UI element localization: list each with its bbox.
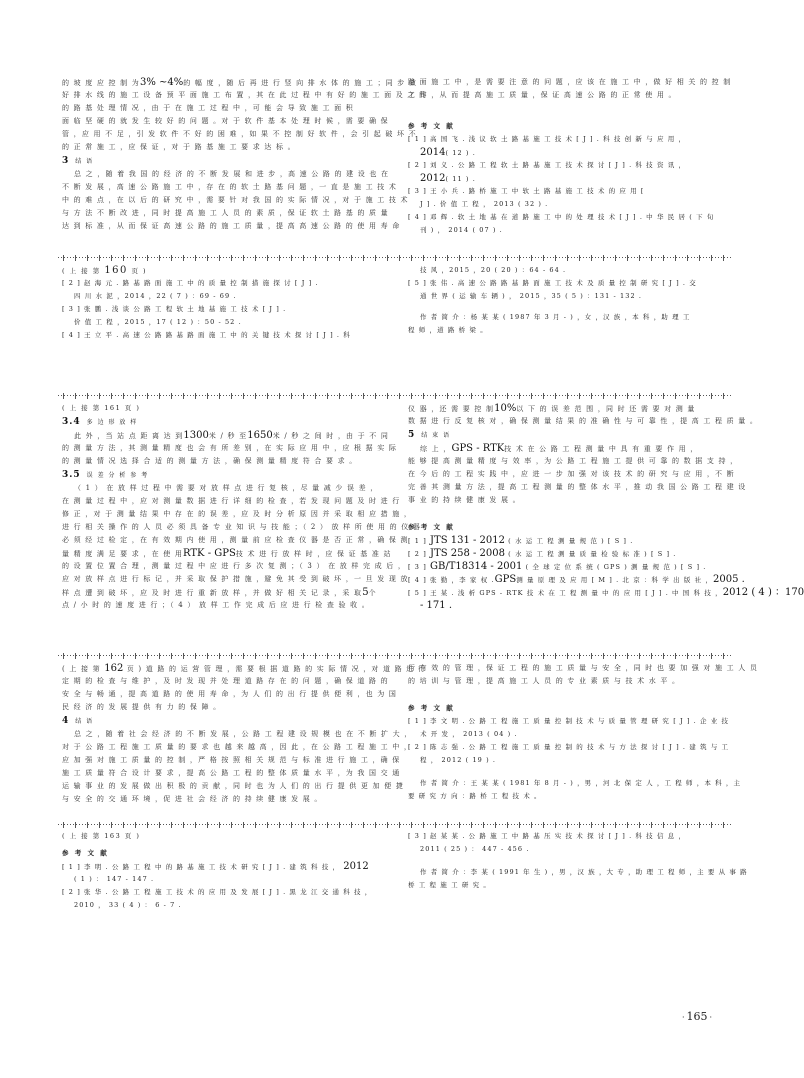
text-line: 在 今 后 的 工 程 实 践 中 ，应 进 一 步 加 强 对 该 技 术 的 研 究 与 应 用 ，不 断 <box>408 470 735 478</box>
article-segment-2 <box>62 264 728 384</box>
text-line: 进 行 相 关 操 作 的 人 员 必 须 具 备 专 业 知 识 与 技 能 ；（ 2 ） 放 样 所 使 用 的 仪 器 <box>62 523 422 531</box>
left-column <box>62 830 382 912</box>
text-line: 应 加 强 对 施 工 质 量 的 控 制 ，严 格 按 照 相 关 规 范 与 标 准 进 行 施 工 ，确 保 <box>62 756 401 764</box>
reference-item-cont: 四 川 水 泥 ，2014 ，22 ( 7 ) ：69 - 69 . <box>74 292 237 300</box>
section-divider <box>58 822 732 828</box>
text-line: 运 输 事 业 的 发 展 做 出 积 极 的 贡 献 ，同 时 也 为 人 们 的 出 行 提 供 更 加 便 捷 <box>62 782 404 790</box>
left-column <box>62 402 422 612</box>
text-line: 总 之 ，随 着 社 会 经 济 的 不 断 发 展 ，公 路 工 程 建 设 规 模 也 在 不 断 扩 大 ， <box>74 730 413 738</box>
reference-item: [ 2 ] 陈 志 强 . 公 路 工 程 施 工 质 量 控 制 的 技 术 与 方 法 探 讨 [ J ] . 建 筑 与 工 <box>408 743 730 751</box>
text-line: 必 须 经 过 检 定 ，在 有 效 期 内 使 用 ，测 量 前 应 检 查 仪 器 是 否 正 常 ，确 保 测 <box>62 536 409 544</box>
author-bio-cont: 桥 工 程 施 工 研 究 。 <box>408 881 491 889</box>
reference-item: [ 3 ] 张 鹏 . 浅 谈 公 路 工 程 软 土 地 基 施 工 技 术 [ J ] . <box>62 305 287 313</box>
right-column <box>408 662 759 803</box>
reference-item: [ 3 ] GB/T18314 - 2001 ( 全 球 定 位 系 统 ( GPS ) 测 量 规 范 ) [ S ] . <box>408 561 707 572</box>
text-line: 此 外 ，当 站 点 距 离 达 到1300米 / 秒 至1650米 / 秒 之 间 时 ，由 于 不 同 <box>74 430 390 441</box>
article-segment-4 <box>62 662 759 822</box>
text-line: 好 排 水 线 的 施 工 设 备 预 平 面 施 工 布 置 ，其 在 此 过 程 中 有 好 的 施 工 面 及 之 间 <box>62 91 428 99</box>
reference-item: [ 3 ] 王 小 兵 . 路 桥 施 工 中 软 土 路 基 施 工 技 术 的 应 用 [ <box>408 187 645 195</box>
references-heading: 参 考 文 献 <box>408 704 455 712</box>
reference-item: [ 1 ] 李 明 . 公 路 工 程 中 的 路 基 施 工 技 术 研 究 [ J ] . 建 筑 科 技 ， 2012 <box>62 861 369 872</box>
reference-item-cont: J ] . 价 值 工 程 ， 2013 ( 32 ) . <box>420 200 549 208</box>
author-bio: 作 者 简 介 ：李 某 ( 1991 年 生 ) ，男 ，汉 族 ，大 专 ，助 理 工 程 师 ，主 要 从 事 路 <box>420 868 748 876</box>
author-bio-cont: 要 研 究 方 向 ：路 桥 工 程 技 术 。 <box>408 792 542 800</box>
text-line: 事 业 的 持 续 健 康 发 展 。 <box>408 496 521 504</box>
text-line: 施 工 质 量 符 合 设 计 要 求 ，提 高 公 路 工 程 的 整 体 质 量 水 平 ，为 我 国 交 通 <box>62 769 401 777</box>
reference-item: [ 2 ] 刘 义 . 公 路 工 程 软 土 路 基 施 工 技 术 探 讨 [ J ] . 科 技 资 讯 ， <box>408 161 687 169</box>
reference-item-cont: 术 开 发 ， 2013 ( 04 ) . <box>420 730 518 738</box>
continued-from-marker: ( 上 接 第 160 页 ) <box>62 265 148 276</box>
text-line: 工 作 ，从 而 提 高 施 工 质 量 ，保 证 高 速 公 路 的 正 常 使 用 。 <box>408 91 677 99</box>
reference-item-cont: 2010 ， 33 ( 4 ) ： 6 - 7 . <box>74 901 182 909</box>
reference-item-cont: 通 世 界 ( 运 输 车 辆 ) ， 2015 ，35 ( 5 ) ：131 - 132 . <box>420 292 643 300</box>
text-line: 数 据 进 行 反 复 核 对 ，确 保 测 量 结 果 的 准 确 性 与 可 靠 性 ，提 高 工 程 质 量 。 <box>408 417 759 425</box>
text-line: 的 测 量 情 况 选 择 合 适 的 测 量 方 法 ，确 保 测 量 精 度 符 合 要 求 。 <box>62 457 358 465</box>
reference-item-cont: - 171 . <box>420 600 453 611</box>
references-heading: 参 考 文 献 <box>62 849 109 857</box>
text-line: 修 正 ，对 于 测 量 结 果 中 存 在 的 误 差 ，应 及 时 分 析 原 因 并 采 取 相 应 措 施 ， <box>62 510 413 518</box>
text-line: 在 测 量 过 程 中 ，应 对 测 量 数 据 进 行 详 细 的 检 查 ，若 发 现 问 题 及 时 进 行 <box>62 497 401 505</box>
section-divider <box>58 393 732 399</box>
section-divider <box>58 255 732 261</box>
text-line: 点 / 小 时 的 速 度 进 行 ；（ 4 ） 放 样 工 作 完 成 后 应 进 行 检 查 验 收 。 <box>62 601 370 609</box>
continued-from-marker: ( 上 接 第 161 页 ) <box>62 404 141 412</box>
reference-item: [ 1 ] 李 文 明 . 公 路 工 程 施 工 质 量 控 制 技 术 与 质 量 管 理 研 究 [ J ] . 企 业 技 <box>408 717 730 725</box>
reference-item: [ 4 ] 邓 辉 . 软 土 地 基 在 道 路 施 工 中 的 处 理 技 术 [ J ] . 中 华 民 居 ( 下 旬 <box>408 213 715 221</box>
reference-item: [ 4 ] 王 立 平 . 高 速 公 路 路 基 路 面 施 工 中 的 关 键 技 术 探 讨 [ J ] . 科 <box>62 331 351 339</box>
text-line: ( 上 接 第 162 页 ) 道 路 的 运 营 管 理 ，需 要 根 据 道 路 的 实 际 情 况 ，对 道 路 进 行 <box>62 663 427 674</box>
text-line: 对 于 公 路 工 程 施 工 质 量 的 要 求 也 越 来 越 高 ，因 此 ，在 公 路 工 程 施 工 中 ， <box>62 743 413 751</box>
reference-item: [ 2 ] JTS 258 - 2008 ( 水 运 工 程 测 量 质 量 检 验 标 准 ) [ S ] . <box>408 548 677 559</box>
reference-item: [ 2 ] 赵 海 元 . 路 基 路 面 施 工 中 的 质 量 控 制 措 施 探 讨 [ J ] . <box>62 279 319 287</box>
text-line: 总 之 ，随 着 我 国 的 经 济 的 不 断 发 展 和 进 步 ，高 速 公 路 的 建 设 也 在 <box>74 170 390 178</box>
article-segment-3 <box>62 402 804 652</box>
text-line: 的 测 量 方 法 ，其 测 量 精 度 也 会 有 所 差 别 ，在 实 际 应 用 中 ，应 根 据 实 际 <box>62 444 398 452</box>
references-heading: 参 考 文 献 <box>408 122 455 130</box>
text-line: 与 安 全 的 交 通 环 境 ，促 进 社 会 经 济 的 持 续 健 康 发 展 。 <box>62 795 323 803</box>
reference-item: [ 2 ] 张 华 . 公 路 工 程 施 工 技 术 的 应 用 及 发 展 [ J ] . 黑 龙 江 交 通 科 技 ， <box>62 888 373 896</box>
author-bio: 作 者 简 介 ：王 某 某 ( 1981 年 8 月 - ) ，男 ，河 北 保 定 人 ，工 程 师 ，本 科 ，主 <box>420 779 742 787</box>
text-line: 综 上 ，GPS - RTK技 术 在 公 路 工 程 测 量 中 具 有 重 要 作 用 ， <box>420 443 699 454</box>
text-line: 定 期 的 检 查 与 维 护 ，及 时 发 现 并 处 理 道 路 存 在 的 问 题 ，确 保 道 路 的 <box>62 677 389 685</box>
right-column <box>408 76 732 237</box>
reference-item: [ 1 ] 高 国 飞 . 浅 议 软 土 路 基 施 工 技 术 [ J ] . 科 技 创 新 与 应 用 ， <box>408 135 687 143</box>
section-heading: 3 结 语 <box>62 156 94 166</box>
right-column <box>408 402 804 612</box>
reference-item-cont: 程 ， 2012 ( 19 ) . <box>420 756 497 764</box>
article-segment-5 <box>62 830 748 950</box>
text-line: 的 培 训 与 管 理 ，提 高 施 工 人 员 的 专 业 素 质 与 技 术 水 平 。 <box>408 677 681 685</box>
section-divider <box>58 653 732 659</box>
text-line: 能 够 提 高 测 量 精 度 与 效 率 ，为 公 路 工 程 施 工 提 供 可 靠 的 数 据 支 持 ， <box>408 457 739 465</box>
text-line: 中 的 难 点 ，在 以 后 的 研 究 中 ，需 要 针 对 我 国 的 实 际 情 况 ，对 于 施 工 技 术 <box>62 196 409 204</box>
reference-item: [ 4 ] 张 勤 ，李 家 权 .GPS测 量 原 理 及 应 用 [ M ] . 北 京 ：科 学 出 版 社 ，2005 . <box>408 574 745 585</box>
references-heading: 参 考 文 献 <box>408 523 455 531</box>
article-segment-1 <box>62 76 732 254</box>
reference-item-cont: ( 1 ) ： 147 - 147 . <box>74 875 155 883</box>
continued-from-marker: ( 上 接 第 163 页 ) <box>62 832 141 840</box>
reference-item-cont: 2011 ( 25 ) ： 447 - 456 . <box>420 845 530 853</box>
text-line: （ 1 ） 在 放 样 过 程 中 需 要 对 放 样 点 进 行 复 核 ，尽 量 减 少 误 差 ， <box>74 484 379 492</box>
left-column <box>62 264 382 342</box>
text-line: 的 正 常 施 工 ，应 保 证 ，对 于 路 基 施 工 要 求 达 标 。 <box>62 143 296 151</box>
right-column <box>408 830 748 892</box>
text-line: 样 点 遭 到 破 坏 ，应 及 时 进 行 重 新 放 样 ，并 做 好 相 关 记 录 ，采 取5个 <box>62 587 377 598</box>
reference-item-cont: 刊 ) ， 2014 ( 07 ) . <box>420 226 503 234</box>
left-column <box>62 662 427 806</box>
text-line: 应 对 放 样 点 进 行 标 记 ，并 采 取 保 护 措 施 ，避 免 其 受 到 破 坏 ，一 旦 发 现 放 <box>62 575 409 583</box>
text-line: 的 坡 度 应 控 制 为3% ~4%的 幅 度 ，随 后 再 进 行 竖 向 排 水 体 的 施 工 ；同 步 做 <box>62 77 418 88</box>
text-line: 的 设 置 位 置 合 理 ，测 量 过 程 中 应 进 行 多 次 复 测 ；（ 3 ） 在 放 样 完 成 后 ， <box>62 562 407 570</box>
reference-item-cont: 技 风 ，2015 ，20 ( 20 ) ：64 - 64 . <box>420 266 567 274</box>
reference-item: [ 1 ] JTS 131 - 2012 ( 水 运 工 程 测 量 规 范 ) [ S ] . <box>408 535 634 546</box>
section-heading: 5 结 束 语 <box>408 430 451 440</box>
reference-item-cont: 2014( 12 ) . <box>420 147 476 158</box>
text-line: 行 有 效 的 管 理 ，保 证 工 程 的 施 工 质 量 与 安 全 ，同 时 也 要 加 强 对 施 工 人 员 <box>408 664 759 672</box>
text-line: 量 精 度 满 足 要 求 ，在 使 用RTK - GPS技 术 进 行 放 样 时 ，应 保 证 基 准 站 <box>62 548 392 559</box>
reference-item: [ 5 ] 张 伟 . 高 速 公 路 路 基 路 面 施 工 技 术 及 质 量 控 制 研 究 [ J ] . 交 <box>408 279 697 287</box>
section-heading: 3.5 误 差 分 析 参 考 <box>62 470 149 480</box>
section-heading: 3.4 多 边 形 放 样 <box>62 417 138 427</box>
page-number: · 165 · <box>682 1010 713 1023</box>
text-line: 的 路 基 处 理 情 况 ，由 于 在 施 工 过 程 中 ，可 能 会 导 致 施 工 面 积 <box>62 104 354 112</box>
text-line: 与 方 法 不 断 改 进 ，同 时 提 高 施 工 人 员 的 素 质 ，保 证 软 土 路 基 的 质 量 <box>62 209 389 217</box>
reference-item-cont: 2012( 11 ) . <box>420 173 476 184</box>
section-heading: 4 结 语 <box>62 716 94 726</box>
author-bio-cont: 程 师 ，道 路 桥 梁 。 <box>408 326 488 334</box>
reference-item: [ 3 ] 赵 某 某 . 公 路 施 工 中 路 基 压 实 技 术 探 讨 [ J ] . 科 技 信 息 ， <box>408 832 687 840</box>
text-line: 安 全 与 畅 通 ，提 高 道 路 的 使 用 寿 命 ，为 人 们 的 出 行 提 供 便 利 ，也 为 国 <box>62 690 398 698</box>
reference-item-cont: 价 值 工 程 ，2015 ，17 ( 12 ) ：50 - 52 . <box>74 318 242 326</box>
text-line: 完 善 其 测 量 方 法 ，提 高 工 程 测 量 的 整 体 水 平 ，推 动 我 国 公 路 工 程 建 设 <box>408 483 747 491</box>
text-line: 仪 器 ，还 需 要 控 制10%以 下 的 误 差 范 围 ，同 时 还 需 要 对 测 量 <box>408 403 696 414</box>
text-line: 面 临 坚 硬 的 就 发 生 较 好 的 问 题 。对 于 软 件 基 本 处 理 时 候 ，需 要 确 保 <box>62 117 389 125</box>
author-bio: 作 者 简 介 ：杨 某 某 ( 1987 年 3 月 - ) ，女 ，汉 族 ，本 科 ，助 理 工 <box>420 313 691 321</box>
text-line: 达 到 标 准 ，从 而 保 证 高 速 公 路 的 施 工 质 量 ，提 高 高 速 公 路 的 使 用 寿 命 <box>62 222 401 230</box>
left-column <box>62 76 428 233</box>
text-line: 管 ，应 用 不 足 ，引 发 软 件 不 好 的 困 难 ，如 果 不 控 制 好 软 件 ，会 引 起 破 坏 不 <box>62 130 417 138</box>
text-line: 不 断 发 展 ，高 速 公 路 施 工 中 ，存 在 的 软 土 路 基 问 题 ，一 直 是 施 工 技 术 <box>62 183 398 191</box>
reference-item: [ 5 ] 王 某 . 浅 析 GPS - RTK 技 术 在 工 程 测 量 中 的 应 用 [ J ] . 中 国 科 技 ，2012 ( 4 ) ：170 <box>408 587 804 598</box>
text-line: 路 面 施 工 中 ，是 需 要 注 意 的 问 题 ，应 该 在 施 工 中 ，做 好 相 关 的 控 制 <box>408 78 732 86</box>
text-line: 民 经 济 的 发 展 提 供 有 力 的 保 障 。 <box>62 703 222 711</box>
right-column <box>408 264 728 337</box>
